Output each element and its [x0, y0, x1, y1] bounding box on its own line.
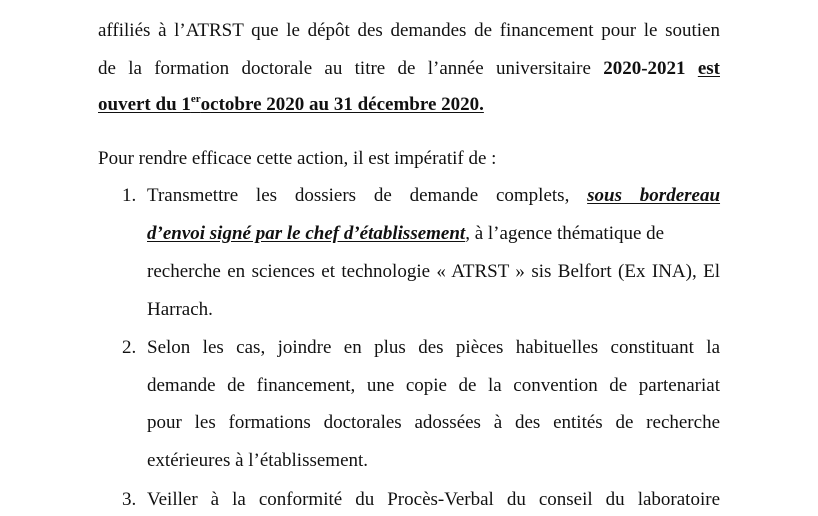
item1-line4: Harrach.: [147, 299, 213, 320]
item1-line1-emphasis: sous bordereau: [587, 185, 721, 206]
opening-date-end: octobre 2020 au 31 décembre 2020.: [200, 94, 484, 115]
item1-line3: recherche en sciences et technologie « ATRST » sis Belfort (Ex INA), El: [147, 261, 720, 282]
item1-line2-text: , à l’agence thématique de: [465, 223, 665, 244]
intro-line: Pour rendre efficace cette action, il est impératif de :: [98, 148, 497, 169]
item3-number: 3.: [122, 489, 137, 510]
item2-line4: extérieures à l’établissement.: [147, 450, 369, 471]
item1-line2-emphasis: d’envoi signé par le chef d’établissement: [147, 223, 466, 244]
item2-line2: demande de financement, une copie de la convention de partenariat: [147, 375, 720, 396]
opening-date-start: ouvert du 1: [98, 94, 191, 115]
academic-year: 2020-2021: [603, 58, 686, 79]
paragraph1-line2: [98, 58, 720, 80]
item2-number: 2.: [122, 337, 137, 358]
item1-number: 1.: [122, 185, 137, 206]
ordinal-sup: er: [190, 93, 201, 105]
item3-line1: Veiller à la conformité du Procès-Verbal du conseil du laboratoire: [147, 489, 720, 510]
paragraph1-line2-text: de la formation doctorale au titre de l’année universitaire: [98, 58, 591, 79]
paragraph1-line3: [98, 94, 484, 116]
item2-line1: Selon les cas, joindre en plus des pièces habituelles constituant la: [147, 337, 720, 358]
item1-line1-text: Transmettre les dossiers de demande complets,: [147, 185, 570, 206]
item1-line2: [147, 223, 720, 245]
cropped-text-line: [98, 0, 720, 7]
item2-line3: pour les formations doctorales adossées à des entités de recherche: [147, 412, 720, 433]
est-word: est: [697, 58, 720, 79]
paragraph1-line1: affiliés à l’ATRST que le dépôt des demandes de financement pour le soutien: [98, 20, 720, 41]
item1-line1: [147, 185, 720, 207]
